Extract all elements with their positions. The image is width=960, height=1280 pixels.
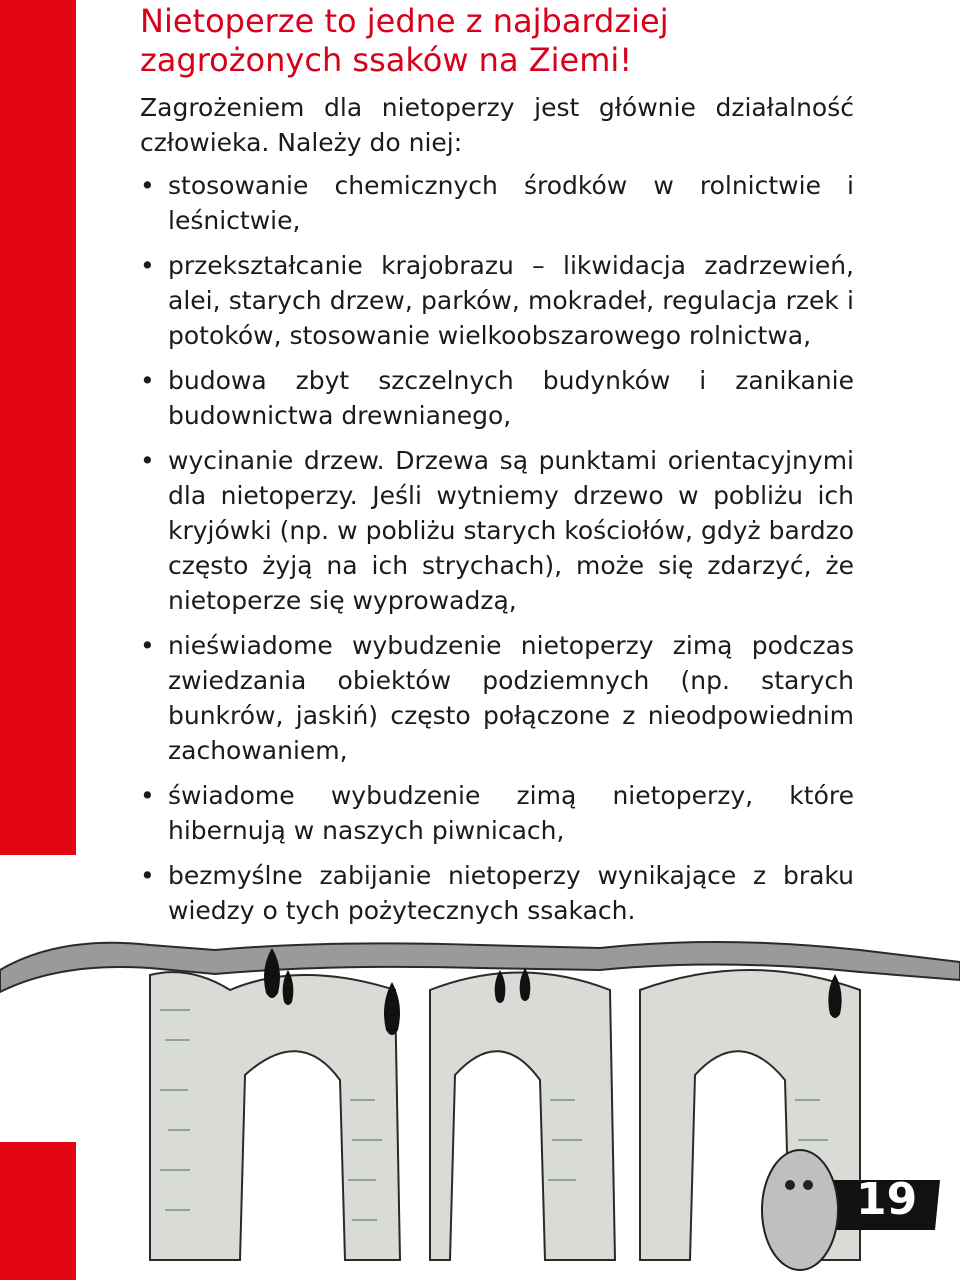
bullet-icon: • (140, 171, 155, 200)
bullet-icon: • (140, 446, 155, 475)
bullet-icon: • (140, 631, 155, 660)
intro-paragraph: Zagrożeniem dla nietoperzy jest głównie działalność człowieka. Należy do niej: (140, 93, 854, 157)
red-margin-bar-top (0, 0, 76, 855)
threats-list (140, 168, 854, 938)
cellar-arches-illustration (0, 930, 960, 1280)
bullet-icon: • (140, 366, 155, 395)
list-item: • przekształcanie krajobrazu – likwidacja zadrzewień, alei, starych drzew, parków, mokradeł, regulacja rzek i potoków, stosowanie wielkoobszarowego rolnictwa, (140, 248, 854, 353)
list-item: • budowa zbyt szczelnych budynków i zanikanie budownictwa drewnianego, (140, 363, 854, 433)
list-item: • wycinanie drzew. Drzewa są punktami orientacyjnymi dla nietoperzy. Jeśli wytniemy drzewo w pobliżu ich kryjówki (np. w pobliżu starych kościołów, gdyż bardzo często żyją na ich strychach), może się zdarzyć, że nietoperze się wyprowadzą, (140, 443, 854, 618)
bullet-icon: • (140, 781, 155, 810)
list-item: • nieświadome wybudzenie nietoperzy zimą podczas zwiedzania obiektów podziemnych (np. starych bunkrów, jaskiń) często połączone z nieodpowiednim zachowaniem, (140, 628, 854, 768)
list-item: • stosowanie chemicznych środków w rolnictwie i leśnictwie, (140, 168, 854, 238)
bullet-icon: • (140, 861, 155, 890)
list-item: • bezmyślne zabijanie nietoperzy wynikające z braku wiedzy o tych pożytecznych ssakach. (140, 858, 854, 928)
page-number: 19 (856, 1174, 918, 1225)
bat-character-icon (762, 1150, 838, 1270)
list-item: • świadome wybudzenie zimą nietoperzy, które hibernują w naszych piwnicach, (140, 778, 854, 848)
bullet-icon: • (140, 251, 155, 280)
page-title: Nietoperze to jedne z najbardziej zagrożonych ssaków na Ziemi! (140, 2, 669, 79)
